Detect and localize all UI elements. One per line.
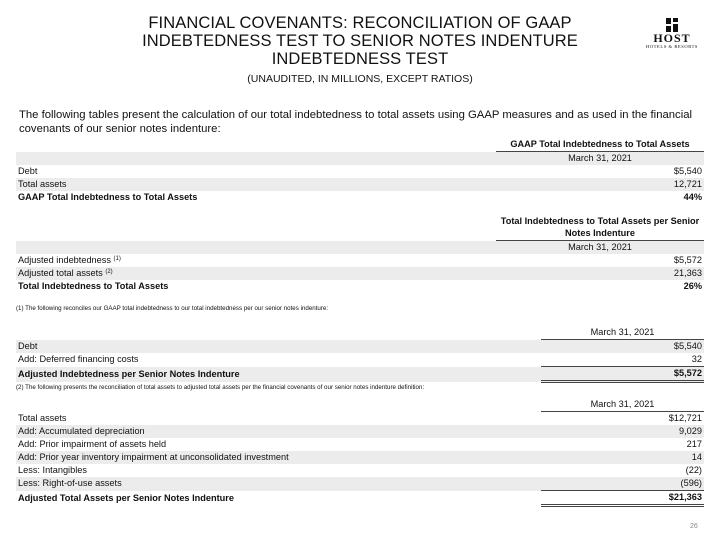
row-label: Total assets xyxy=(18,412,67,423)
gaap-indebtedness-table xyxy=(16,138,704,204)
logo-subtext: HOTELS & RESORTS xyxy=(645,44,699,49)
host-logo-mark-icon xyxy=(665,18,679,32)
row-label: Total Indebtedness to Total Assets xyxy=(18,281,169,291)
row-value: $5,540 xyxy=(673,166,702,176)
title-line-3: INDEBTEDNESS TEST xyxy=(271,50,449,68)
row-value: 12,721 xyxy=(496,178,704,191)
adjusted-total-assets-table xyxy=(16,398,704,507)
table-date-row xyxy=(16,398,704,412)
row-label: Debt xyxy=(16,340,541,354)
row-label: GAAP Total Indebtedness to Total Assets xyxy=(18,192,198,202)
table-row xyxy=(16,191,704,204)
row-label: Add: Prior year inventory impairment at unconsolidated investment xyxy=(16,451,541,464)
row-value: 217 xyxy=(686,439,702,449)
row-value: 26% xyxy=(683,281,702,291)
row-value: 32 xyxy=(691,354,702,364)
row-value: $5,572 xyxy=(673,255,702,265)
table2-date: March 31, 2021 xyxy=(496,241,704,255)
footnote-2: (2) The following presents the reconciliation of total assets to adjusted total assets per the financial covenants of our senior notes indenture definition: xyxy=(16,384,425,391)
row-value: $5,540 xyxy=(541,340,704,354)
page-subtitle: (UNAUDITED, IN MILLIONS, EXCEPT RATIOS) xyxy=(247,73,473,85)
senior-notes-indebtedness-table xyxy=(16,214,704,293)
row-value: 14 xyxy=(541,451,704,464)
row-value: $21,363 xyxy=(541,491,704,506)
row-label: Add: Prior impairment of assets held xyxy=(18,439,167,449)
table-row xyxy=(16,464,704,477)
table1-heading: GAAP Total Indebtedness to Total Assets xyxy=(496,138,704,152)
row-value: (22) xyxy=(685,465,702,475)
page-title xyxy=(80,14,640,68)
row-value: $12,721 xyxy=(668,413,702,423)
footnote-ref: (1) xyxy=(113,256,121,262)
table-row xyxy=(16,451,704,464)
table-row xyxy=(16,367,704,382)
table2-heading-line-1: Total Indebtedness to Total Assets per Senior xyxy=(500,216,700,226)
logo-text: HOST xyxy=(653,31,691,45)
adjusted-indebtedness-table xyxy=(16,326,704,383)
table-row xyxy=(16,178,704,191)
table-row xyxy=(16,425,704,438)
company-logo xyxy=(640,18,704,50)
table-row xyxy=(16,438,704,451)
row-label: Add: Deferred financing costs xyxy=(18,354,139,365)
row-value: (596) xyxy=(541,477,704,491)
row-label: Add: Accumulated depreciation xyxy=(16,425,541,438)
row-label: Less: Right-of-use assets xyxy=(16,477,541,491)
table-row xyxy=(16,353,704,367)
table-row xyxy=(16,267,704,280)
row-label-text: Adjusted total assets xyxy=(18,268,103,278)
table-header-row xyxy=(16,214,704,241)
row-label: Less: Intangibles xyxy=(18,465,87,475)
table-row xyxy=(16,412,704,426)
table-row xyxy=(16,165,704,178)
table2-heading xyxy=(496,214,704,241)
table2-heading-line-2: Notes Indenture xyxy=(565,228,635,238)
title-line-2: INDEBTEDNESS TEST TO SENIOR NOTES INDENTURE xyxy=(142,32,578,50)
table-row xyxy=(16,340,704,354)
row-value: 9,029 xyxy=(541,425,704,438)
intro-paragraph: The following tables present the calculation of our total indebtedness to total assets using GAAP measures and as used in the financial covenants of our senior notes indenture: xyxy=(19,109,692,135)
table-date-row xyxy=(16,241,704,255)
row-label-text: Adjusted indebtedness xyxy=(18,255,111,265)
footnote-1: (1) The following reconciles our GAAP total indebtedness to our total indebtedness per our senior notes indenture: xyxy=(16,305,329,312)
row-label xyxy=(16,254,496,267)
page-number: 26 xyxy=(690,523,698,530)
title-line-1: FINANCIAL COVENANTS: RECONCILIATION OF GAAP xyxy=(148,14,572,32)
table4-date: March 31, 2021 xyxy=(541,398,704,412)
footnote-ref: (2) xyxy=(105,269,113,275)
row-label: Adjusted Indebtedness per Senior Notes Indenture xyxy=(16,367,541,382)
row-value: 21,363 xyxy=(496,267,704,280)
table-row xyxy=(16,477,704,491)
row-label: Adjusted Total Assets per Senior Notes Indenture xyxy=(18,492,234,503)
row-label xyxy=(16,267,496,280)
table-date-row xyxy=(16,152,704,166)
table-date-row xyxy=(16,326,704,340)
table-row xyxy=(16,254,704,267)
row-value: 44% xyxy=(683,192,702,202)
table-header-row xyxy=(16,138,704,152)
table1-date: March 31, 2021 xyxy=(496,152,704,166)
table-row xyxy=(16,280,704,293)
table3-date: March 31, 2021 xyxy=(541,326,704,340)
row-value: $5,572 xyxy=(541,367,704,382)
row-label: Total assets xyxy=(16,178,496,191)
row-label: Debt xyxy=(18,166,38,176)
table-row xyxy=(16,491,704,506)
